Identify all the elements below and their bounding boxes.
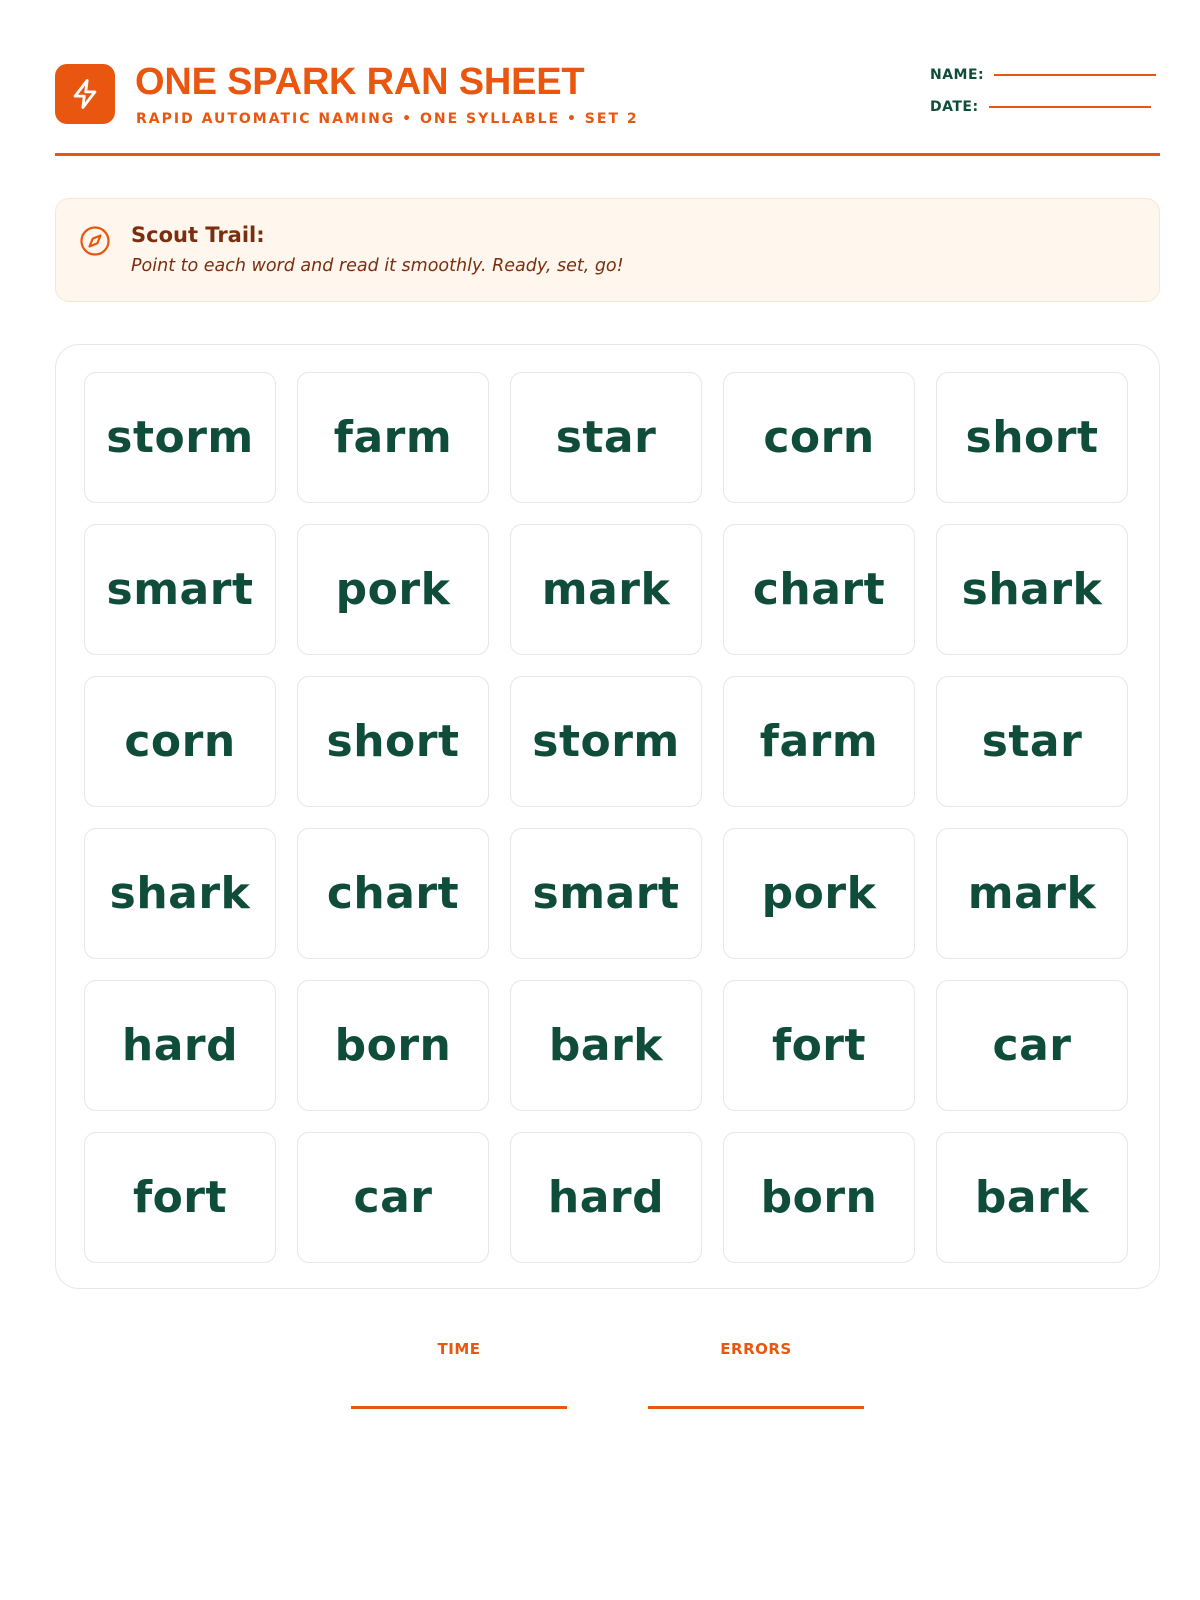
word-grid xyxy=(84,372,1128,1263)
compass-icon xyxy=(78,224,112,258)
word-cell xyxy=(84,1132,276,1263)
word-cell xyxy=(510,1132,702,1263)
word-cell xyxy=(297,676,489,807)
word-cell xyxy=(297,372,489,503)
word-cell xyxy=(297,1132,489,1263)
word-text: hard xyxy=(547,1172,665,1223)
word-text: star xyxy=(981,716,1083,767)
page-title: ONE SPARK RAN SHEET xyxy=(135,61,585,103)
time-blank-line[interactable] xyxy=(351,1406,567,1409)
word-text: fort xyxy=(771,1020,867,1071)
word-text: star xyxy=(555,412,657,463)
word-text: bark xyxy=(974,1172,1090,1223)
word-cell xyxy=(936,676,1128,807)
word-text: born xyxy=(760,1172,878,1223)
word-cell xyxy=(510,372,702,503)
word-grid-panel xyxy=(55,344,1160,1289)
word-cell xyxy=(723,524,915,655)
page-subtitle: RAPID AUTOMATIC NAMING • ONE SYLLABLE • SET 2 xyxy=(136,111,639,127)
word-text: born xyxy=(334,1020,452,1071)
word-text: car xyxy=(992,1020,1072,1071)
word-cell xyxy=(936,1132,1128,1263)
word-text: smart xyxy=(106,564,254,615)
date-blank-line[interactable] xyxy=(989,106,1151,108)
word-cell xyxy=(510,676,702,807)
word-text: shark xyxy=(961,564,1103,615)
name-label: NAME: xyxy=(930,67,985,83)
word-cell xyxy=(84,676,276,807)
word-text: pork xyxy=(761,868,877,919)
word-cell xyxy=(723,980,915,1111)
word-cell xyxy=(510,524,702,655)
worksheet-header xyxy=(55,61,1160,156)
instruction-box xyxy=(55,198,1160,302)
word-text: short xyxy=(326,716,460,767)
word-text: chart xyxy=(752,564,886,615)
word-text: chart xyxy=(326,868,460,919)
errors-blank-line[interactable] xyxy=(648,1406,864,1409)
word-cell xyxy=(297,828,489,959)
word-text: smart xyxy=(532,868,680,919)
word-text: storm xyxy=(532,716,680,767)
instruction-title: Scout Trail: xyxy=(131,223,265,247)
word-cell xyxy=(936,980,1128,1111)
time-score xyxy=(351,1340,567,1409)
word-cell xyxy=(510,828,702,959)
word-cell xyxy=(84,980,276,1111)
word-cell xyxy=(84,372,276,503)
word-text: fort xyxy=(132,1172,228,1223)
word-text: short xyxy=(965,412,1099,463)
word-text: hard xyxy=(121,1020,239,1071)
date-label: DATE: xyxy=(930,99,979,115)
word-cell xyxy=(936,524,1128,655)
word-cell xyxy=(723,676,915,807)
word-text: car xyxy=(353,1172,433,1223)
word-text: storm xyxy=(106,412,254,463)
word-text: shark xyxy=(109,868,251,919)
word-text: farm xyxy=(759,716,879,767)
date-field xyxy=(930,99,1151,115)
word-text: corn xyxy=(763,412,875,463)
word-cell xyxy=(510,980,702,1111)
lightning-bolt-icon xyxy=(55,64,115,124)
word-text: bark xyxy=(548,1020,664,1071)
word-cell xyxy=(936,828,1128,959)
word-cell xyxy=(936,372,1128,503)
header-divider xyxy=(55,153,1160,156)
word-cell xyxy=(723,372,915,503)
name-blank-line[interactable] xyxy=(994,74,1156,76)
word-text: mark xyxy=(541,564,671,615)
errors-score xyxy=(648,1340,864,1409)
word-text: pork xyxy=(335,564,451,615)
instruction-text: Point to each word and read it smoothly. Ready, set, go! xyxy=(131,256,624,276)
word-cell xyxy=(297,524,489,655)
word-text: corn xyxy=(124,716,236,767)
word-cell xyxy=(723,1132,915,1263)
name-field xyxy=(930,67,1156,83)
word-cell xyxy=(84,524,276,655)
word-cell xyxy=(84,828,276,959)
word-text: farm xyxy=(333,412,453,463)
word-cell xyxy=(723,828,915,959)
time-label: TIME xyxy=(437,1340,481,1358)
word-cell xyxy=(297,980,489,1111)
word-text: mark xyxy=(967,868,1097,919)
errors-label: ERRORS xyxy=(720,1340,792,1358)
